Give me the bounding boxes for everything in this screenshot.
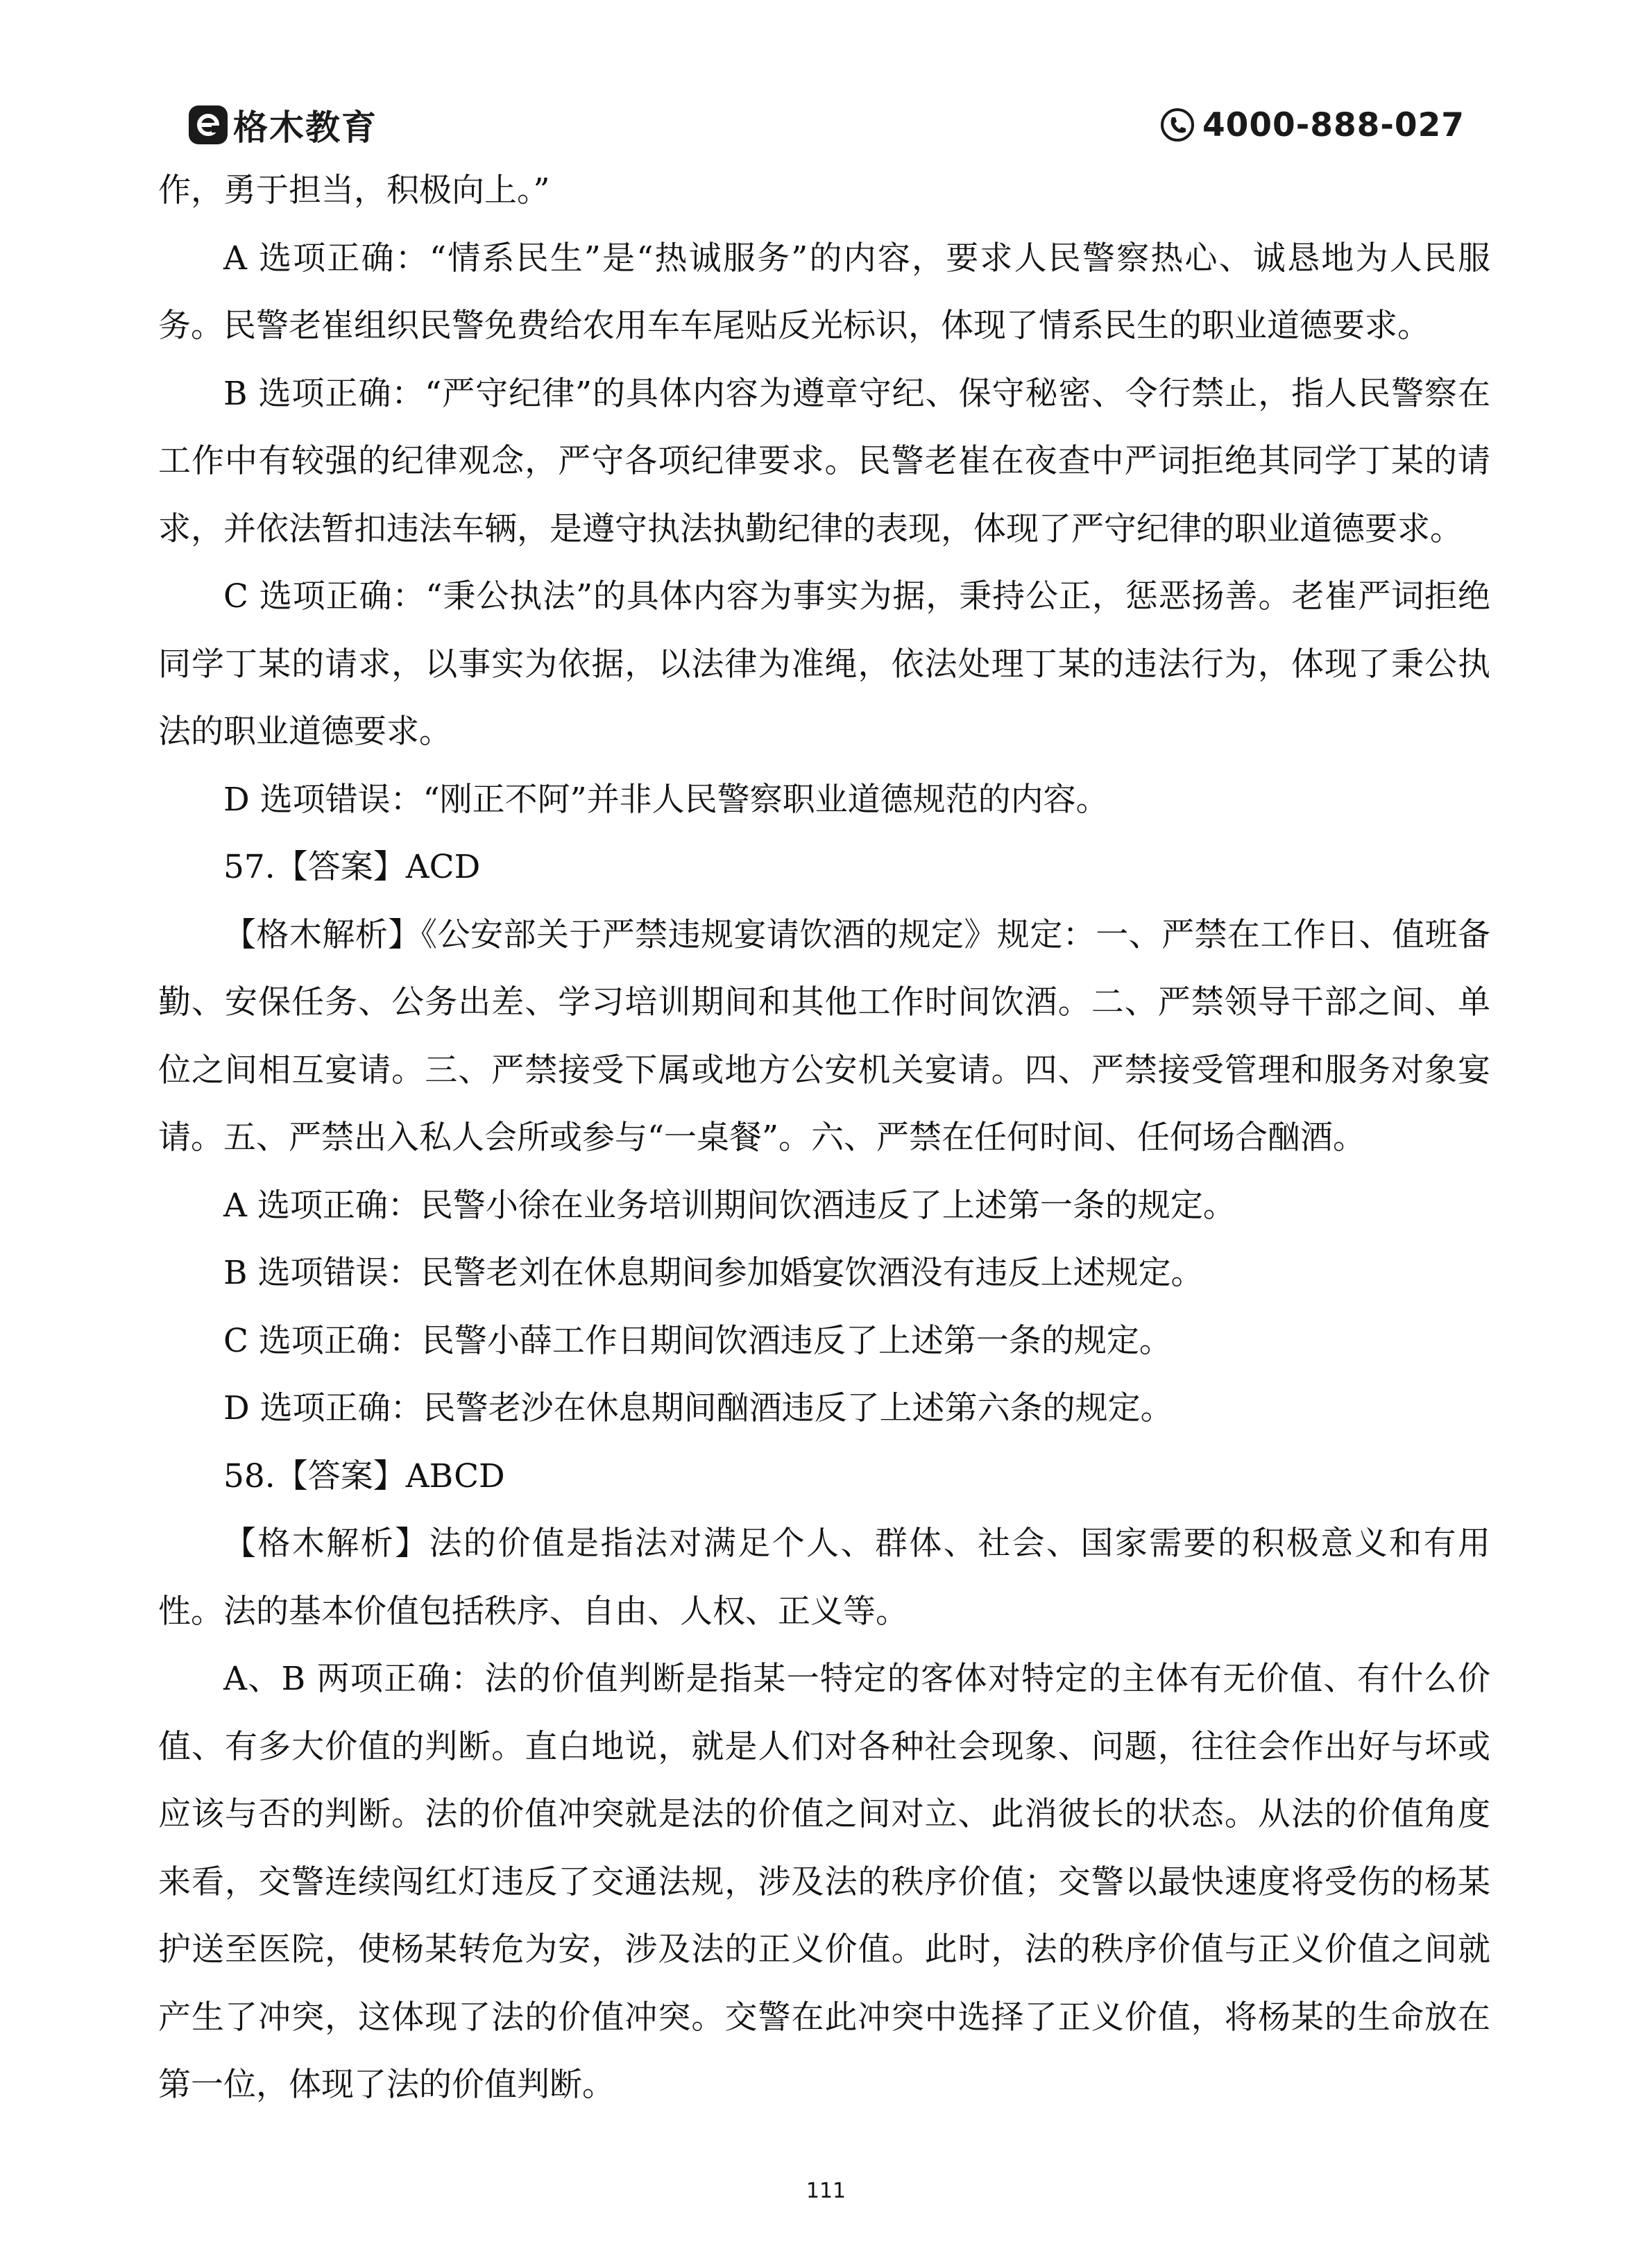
page-number: 111 xyxy=(806,2179,846,2203)
paragraph: A、B 两项正确：法的价值判断是指某一特定的客体对特定的主体有无价值、有什么价值、有多大价值的判断。直白地说，就是人们对各种社会现象、问题，往往会作出好与坏或应该与否的判断。法的价值冲突就是法的价值之间对立、此消彼长的状态。从法的价值角度来看，交警连续闯红灯违反了交通法规，涉及法的秩序价值；交警以最快速度将受伤的杨某护送至医院，使杨某转危为安，涉及法的正义价值。此时，法的秩序价值与正义价值之间就产生了冲突，这体现了法的价值冲突。交警在此冲突中选择了正义价值，将杨某的生命放在第一位，体现了法的价值判断。 xyxy=(158,1660,1490,2104)
paragraph: B 选项错误：民警老刘在休息期间参加婚宴饮酒没有违反上述规定。 xyxy=(223,1254,1204,1292)
page-header xyxy=(0,0,1652,160)
brand-logo xyxy=(189,103,377,147)
paragraph: D 选项正确：民警老沙在休息期间酗酒违反了上述第六条的规定。 xyxy=(223,1389,1173,1427)
brand-e-icon xyxy=(189,105,228,144)
paragraph: 【格木解析】《公安部关于严禁违规宴请饮酒的规定》规定：一、严禁在工作日、值班备勤、安保任务、公务出差、学习培训期间和其他工作时间饮酒。二、严禁领导干部之间、单位之间相互宴请。三、严禁接受下属或地方公安机关宴请。四、严禁接受管理和服务对象宴请。五、严禁出入私人会所或参与“一桌餐”。六、严禁在任何时间、任何场合酗酒。 xyxy=(158,915,1490,1157)
answer-heading: 58.【答案】ABCD xyxy=(223,1457,505,1495)
phone-icon xyxy=(1159,107,1195,143)
paragraph: D 选项错误：“刚正不阿”并非人民警察职业道德规范的内容。 xyxy=(223,780,1109,819)
brand-name: 格木教育 xyxy=(233,108,377,148)
paragraph: A 选项正确：“情系民生”是“热诚服务”的内容，要求人民警察热心、诚恳地为人民服务。民警老崔组织民警免费给农用车车尾贴反光标识，体现了情系民生的职业道德要求。 xyxy=(158,239,1490,345)
paragraph: 作，勇于担当，积极向上。” xyxy=(158,171,550,210)
paragraph: 【格木解析】法的价值是指法对满足个人、群体、社会、国家需要的积极意义和有用性。法的基本价值包括秩序、自由、人权、正义等。 xyxy=(158,1525,1490,1631)
answer-heading: 57.【答案】ACD xyxy=(223,848,481,886)
paragraph: C 选项正确：民警小薛工作日期间饮酒违反了上述第一条的规定。 xyxy=(223,1321,1172,1360)
hotline-number: 4000-888-027 xyxy=(1202,105,1465,144)
document-body xyxy=(158,157,1490,2119)
paragraph: C 选项正确：“秉公执法”的具体内容为事实为据，秉持公正，惩恶扬善。老崔严词拒绝同学丁某的请求，以事实为依据，以法律为准绳，依法处理丁某的违法行为，体现了秉公执法的职业道德要求。 xyxy=(158,577,1490,751)
hotline xyxy=(1159,103,1465,147)
paragraph: B 选项正确：“严守纪律”的具体内容为遵章守纪、保守秘密、令行禁止，指人民警察在工作中有较强的纪律观念，严守各项纪律要求。民警老崔在夜查中严词拒绝其同学丁某的请求，并依法暂扣违法车辆，是遵守执法执勤纪律的表现，体现了严守纪律的职业道德要求。 xyxy=(158,374,1490,548)
paragraph: A 选项正确：民警小徐在业务培训期间饮酒违反了上述第一条的规定。 xyxy=(223,1186,1236,1225)
